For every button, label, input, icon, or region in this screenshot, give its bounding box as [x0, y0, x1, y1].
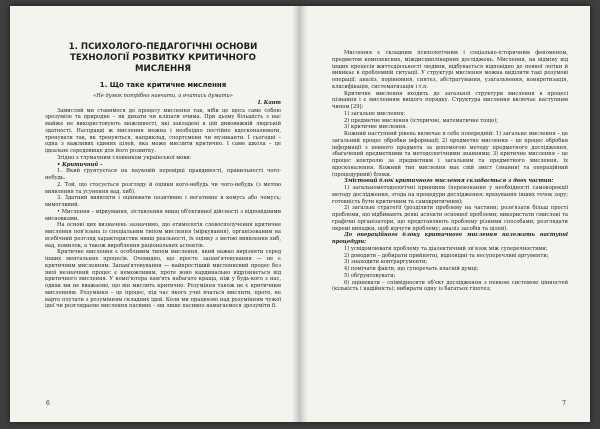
list-item: 2) доводити – добирати прийнятні, відповідні та несуперечливі аргументи; — [344, 252, 549, 259]
list-item: 1) загальне мислення; — [344, 110, 406, 117]
paragraph: Критичне мислення входить до загальної структури мислення в процесі пізнання і є мисленням вищого порядку. Структура мислення включає наступним чином [29]: — [332, 90, 568, 110]
list-item: 2) предметне мислення (історичне, математичне тощо); — [344, 117, 498, 124]
epigraph: «Не думок потрібно навчати, а вчитись думати» — [93, 93, 233, 99]
epigraph-author: І. Кант — [257, 99, 281, 106]
definition-term: • Мислення – міркування, зіставлення явищ об'єктивної дійсності з відповідними висновками. — [45, 208, 281, 222]
paragraph: Мислення є складним психологічним і соціально-історичним феноменом, предметом комплексних, міждисциплінарних досліджень. Мислення, на відміну від інших процесів життєдіяльності людини, відбувається відповідно до певної логіки й виникає в проблемній ситуації. У структурі мислення можна виділити такі розумові операції: аналіз, порівняння, синтез, абстрагування, узагальнення, конкретизація, класифікація, систематизація і т.п. — [332, 50, 568, 90]
block-heading: До операційного блоку критичного мислення належать наступні процедури: — [332, 232, 568, 245]
left-page-content — [45, 42, 281, 310]
right-page — [302, 6, 590, 422]
definition-term: • Критичний – — [57, 161, 103, 168]
paragraph: На основі цих визначень зазначимо, що етимологія словосполучення критичне мислення пов'язана із спеціальним типом мислення (міркування), організованим на всебічний розгляд характеристик явищ реальності, їх оцінку з метою виявлення хиб, вад, помилок, а також вироблення раціональних аспектів. — [45, 222, 281, 249]
book-spread — [10, 6, 590, 422]
chapter-title: 1. ПСИХОЛОГО-ПЕДАГОГІЧНІ ОСНОВИ ТЕХНОЛОГІЇ РОЗВИТКУ КРИТИЧНОГО МИСЛЕННЯ — [68, 42, 258, 74]
page-number: 6 — [46, 400, 50, 408]
definition-item: 3. Здатний виявляти і оцінювати позитивне і негативне в комусь або чомусь; вимогливий. — [45, 195, 281, 208]
block-heading: Змістовий блок критичного мислення складається з двох частин: — [344, 178, 554, 185]
section-title: 1. Що таке критичне мислення — [99, 81, 227, 89]
list-item: 4) помічати факти, що суперечать власній думці; — [344, 266, 479, 272]
list-item: 3) критичне мислення. — [344, 124, 407, 131]
paragraph: Замисляй ми ставимося до процесу мислення так, ніби це щось саме собою зрозуміле та природне – як дихати чи кліпати очима. При цьому більшість з нас майже не використовують можливості, які закладені в цій дивовижній людській здатності. Насправді ж мислення можна і необхідно постійно вдосконалювати, тренувати так, як тренуються, наприклад, спортсмени чи музиканти. І сьогодні – одна з важливих єдиних цілей, яка може мислити критично. І саме школа – це ідеальне середовище для його розвитку. — [45, 107, 281, 154]
list-item: 5) обґрунтовувати; — [344, 272, 396, 279]
paragraph: 2) загальні стратегії (розділити проблему на частини; розв'язати більш прості проблеми, що відбивають деякі аспекти основної проблеми; використати смислові та графічні організатори, що представляють проблему різними способами; розглядати окремі випадки, щоб відчути проблему; аналіз засобів та цілей). — [332, 205, 568, 232]
page-number: 7 — [562, 400, 566, 408]
definition-item: 1. Який ґрунтується на науковій перевірці правдивості, правильності чого-небудь. — [45, 168, 281, 181]
book-gutter — [292, 6, 308, 422]
list-item: 3) знаходити контраргументи; — [344, 259, 428, 266]
left-page — [10, 6, 298, 422]
paragraph: Згідно з тлумачним словником української мови: — [57, 154, 192, 161]
paragraph: 1) загальнометодологічні принципи (переконання у необхідності самокорекції методу дослідження, згода на процедури дослідження; врахування інших точок зору; готовність бути критичним та самокритичним); — [332, 185, 568, 205]
definition-item: 2. Той, що стосується розгляду й оцінки кого-небудь чи чого-небудь (з метою виявлення та усунення вад, хиб). — [45, 181, 281, 195]
list-item: 6) оцінювати – співвідносити об'єкт дослідження з певною системою цінностей (кількість і надійність); вибирати одну із багатьох гіпотез; — [332, 279, 568, 293]
paragraph: Кожний наступний рівень включає в себе попередній: 1) загальне мислення – це загальний процес обробки інформації; 2) предметне мислення – це процес обробки інформації з певного предмета за допомогою методу предметного дослідження, збагачений предметними та методологічними знаннями; 3) критичне мислення – це процес контролю за предметним і загальним та предметного мислення, їх вдосконалення. Кожний тип мислення має свій зміст (знання) та операційний (процедурний) блоки. — [332, 131, 568, 178]
paragraph: Критичне мислення є особливим типом мислення, який важко вирізняти серед інших ментальних процесів. Очевидно, що просте запам'ятовування — не є критичним мисленням. Запам'ятовування — найпростіший мисленнєвий процес без якої незначний процес є неможливим, проте воно кардинально відрізняється від критичного мислення. У комп'ютера пам'ять набагато краща, ніж у будь-кого з нас, однак ми не вважаємо, що він мислить критично. Розуміння також не є критичним мисленням. Розуміння – це процес, під час якого учні вчаться мислити, проте, не варто плутати з розумінням складних ідей. Коли ми працюємо над розумінням чужої ідеї чи розглядаємо мислення пасивне – ми лише пасивно намагаємося зрозуміти її. — [45, 249, 281, 310]
right-page-content — [332, 50, 568, 293]
list-item: 1) усвідомлювати проблему та діалектичний зв'язок між суперечностями; — [344, 245, 548, 252]
